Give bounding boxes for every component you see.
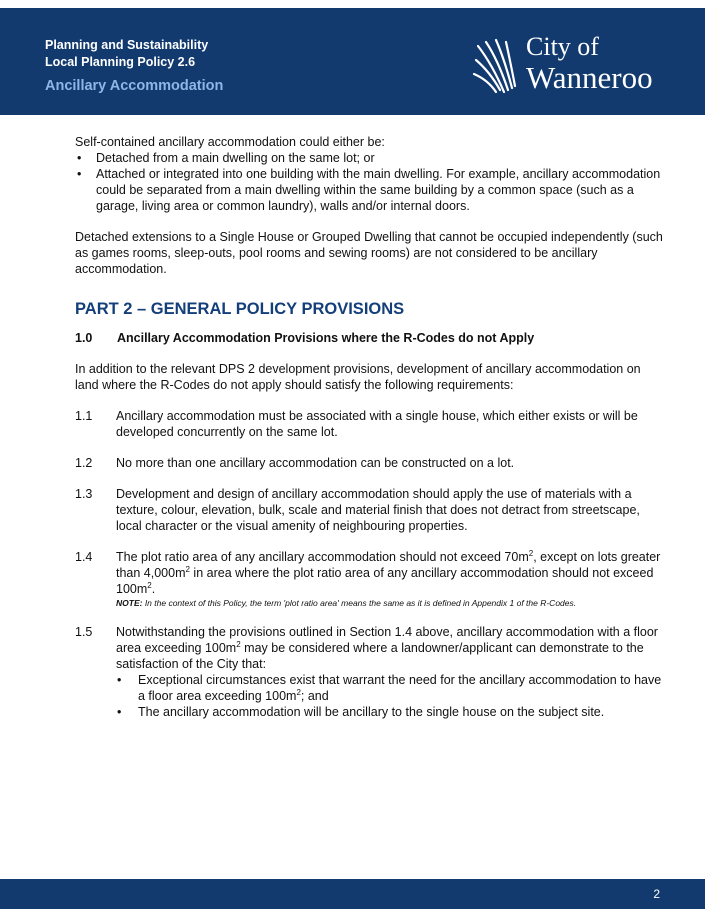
provision-bullet-list (116, 672, 665, 720)
list-item: • Detached from a main dwelling on the same lot; or (75, 150, 665, 166)
intro-paragraph: Detached extensions to a Single House or Grouped Dwelling that cannot be occupied independently (such as games rooms, sleep-outs, pool rooms and sewing rooms) are not considered to be ancillary accommodation. (75, 230, 663, 276)
intro-bullet-list (75, 150, 665, 214)
provision-text: The plot ratio area of any ancillary accommodation should not exceed $70m^2$, except on lots greater than $4,000m^2$ in area where the plot ratio area of any ancillary accommodation should not exceed $100m^2$. (116, 548, 661, 596)
logo-city-text: City of (526, 32, 599, 61)
section-intro: In addition to the relevant DPS 2 development provisions, development of ancillary accommodation on land where the R-Codes do not apply should satisfy the following requirements: (75, 362, 641, 392)
list-item: • The ancillary accommodation will be ancillary to the single house on the subject site. (116, 704, 665, 720)
note-label: NOTE: (116, 598, 143, 608)
provision-text: Development and design of ancillary accommodation should apply the use of materials with a texture, colour, elevation, bulk, scale and material finish that does not detract from streetscape, local character or the visual amenity of neighbouring properties. (116, 487, 640, 533)
provision-item (75, 486, 665, 534)
intro-lead: Self-contained ancillary accommodation could either be: (75, 135, 385, 149)
provision-number: 1.1 (75, 409, 93, 423)
page-header (0, 8, 705, 115)
header-department: Planning and Sustainability (45, 38, 209, 52)
page-number: 2 (653, 887, 660, 901)
provision-number: 1.5 (75, 625, 93, 639)
header-policy-title: Ancillary Accommodation (45, 78, 224, 94)
section-number: 1.0 (75, 331, 93, 345)
fern-icon (470, 36, 524, 96)
logo-name-text: Wanneroo (526, 60, 653, 95)
page-footer (0, 879, 705, 909)
city-logo (470, 30, 680, 100)
provision-text: No more than one ancillary accommodation can be constructed on a lot. (116, 456, 515, 470)
provision-item (75, 408, 665, 440)
list-item: • Exceptional circumstances exist that warrant the need for the ancillary accommodation to have a floor area exceeding $100m^2$; and (116, 672, 665, 704)
header-policy-number: Local Planning Policy 2.6 (45, 55, 196, 69)
policy-note (116, 597, 665, 609)
list-item: • Attached or integrated into one building with the main dwelling. For example, ancillary accommodation could be separated from a main dwelling within the same building by a common space (such as a garage, living area or common laundry), walls and/or internal doors. (75, 166, 665, 214)
section-heading (75, 330, 665, 346)
provision-number: 1.3 (75, 487, 93, 501)
provision-item (75, 455, 665, 471)
provision-number: 1.2 (75, 456, 93, 470)
provision-item (75, 549, 665, 609)
note-text: In the context of this Policy, the term 'plot ratio area' means the same as it is defined in Appendix 1 of the R-Codes. (142, 598, 577, 608)
provision-number: 1.4 (75, 550, 93, 564)
page-body (75, 134, 665, 720)
provision-item (75, 624, 665, 720)
section-title: Ancillary Accommodation Provisions where the R-Codes do not Apply (117, 331, 535, 345)
part-heading: PART 2 – GENERAL POLICY PROVISIONS (75, 300, 405, 318)
provision-text: Notwithstanding the provisions outlined in Section 1.4 above, ancillary accommodation with a floor area exceeding $100m^2$ may be considered where a landowner/applicant can demonstrate to the satisfaction of the City that: (116, 625, 658, 671)
provision-text: Ancillary accommodation must be associated with a single house, which either exists or will be developed concurrently on the same lot. (116, 409, 638, 439)
